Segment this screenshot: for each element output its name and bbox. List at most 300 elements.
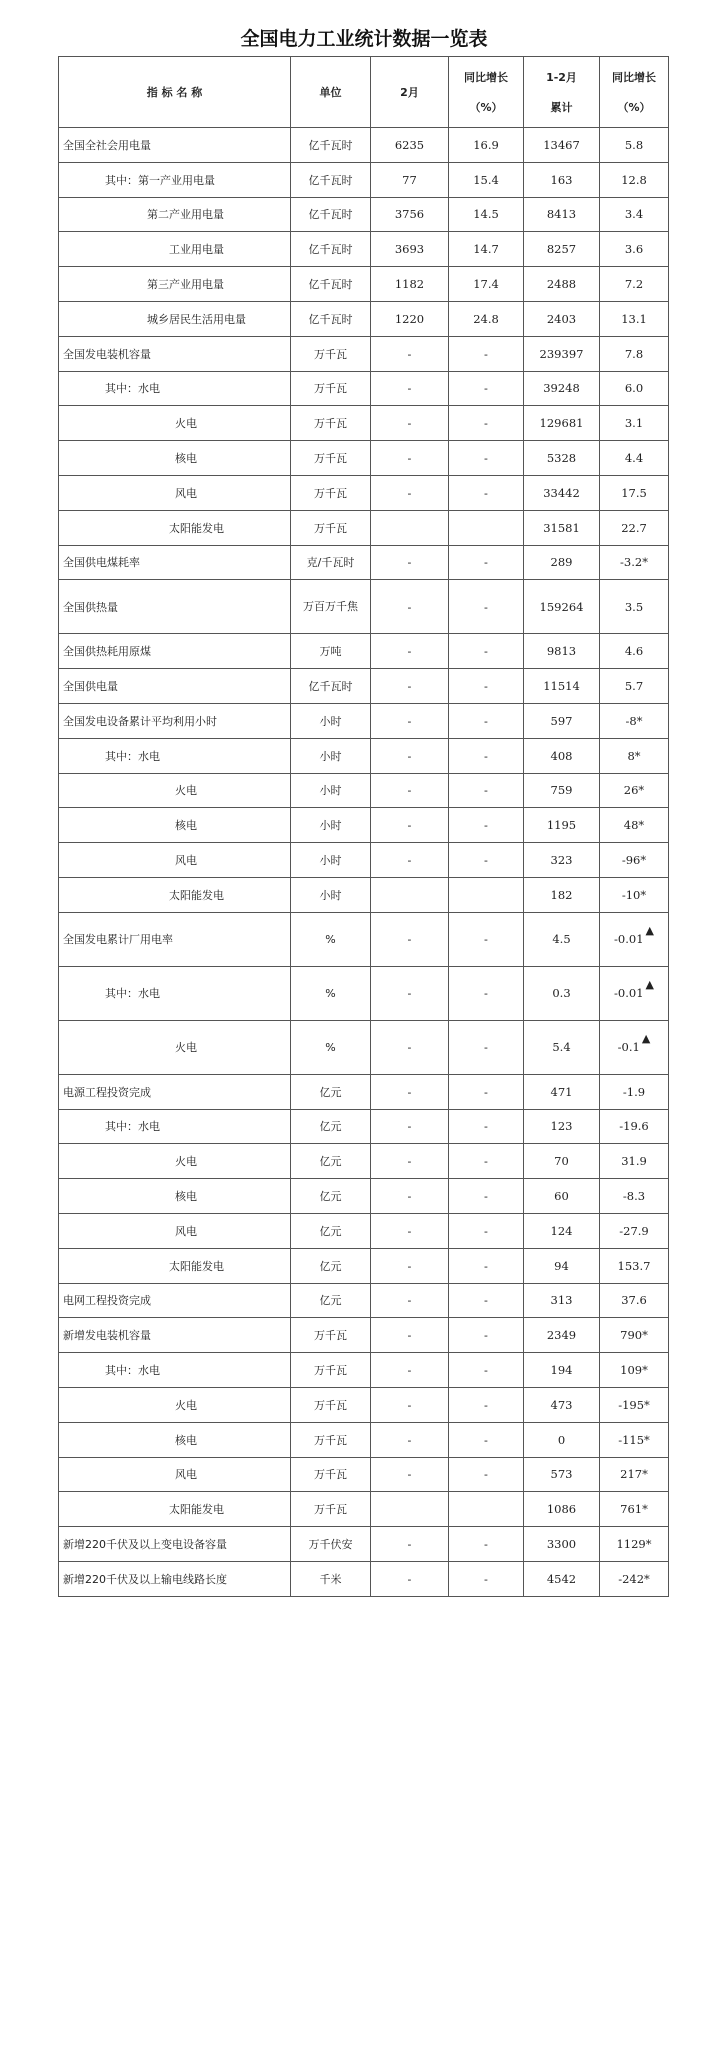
cumulative-value-text: 8413	[546, 207, 577, 222]
feb-yoy-cell	[449, 475, 524, 510]
cumulative-value-text: 9813	[546, 644, 577, 659]
unit-cell	[291, 301, 371, 336]
cumulative-value-text: 0	[557, 1432, 566, 1447]
cumulative-value-cell	[524, 1179, 600, 1214]
feb-value-text: -	[407, 485, 412, 500]
cumulative-yoy-cell	[600, 162, 669, 197]
cumulative-yoy-cell	[600, 1179, 669, 1214]
feb-value-cell	[371, 1561, 449, 1596]
indicator-name-text: 火电	[175, 784, 197, 798]
feb-value-text: -	[407, 381, 412, 396]
feb-value-text: 77	[402, 172, 417, 187]
header-yoy-feb-label: 同比增长	[464, 71, 508, 84]
table-row	[59, 912, 669, 966]
unit-text: 万千瓦	[314, 347, 347, 361]
cumulative-yoy-cell	[600, 1561, 669, 1596]
feb-value-text: -	[407, 783, 412, 798]
feb-value-text: 1220	[394, 311, 425, 326]
indicator-name-cell	[59, 877, 291, 912]
feb-value-text: -	[407, 853, 412, 868]
unit-text: 小时	[319, 749, 342, 763]
feb-yoy-cell	[449, 1422, 524, 1457]
cumulative-value-text: 182	[550, 887, 573, 902]
unit-cell	[291, 669, 371, 704]
feb-yoy-text: -	[484, 485, 488, 500]
feb-yoy-cell	[449, 1353, 524, 1388]
stats-table	[58, 56, 669, 1597]
cumulative-value-cell	[524, 1283, 600, 1318]
indicator-name-cell	[59, 634, 291, 669]
feb-value-cell	[371, 966, 449, 1020]
feb-yoy-cell	[449, 843, 524, 878]
feb-yoy-text: -	[484, 1467, 488, 1482]
feb-yoy-cell	[449, 545, 524, 580]
cumulative-yoy-cell	[600, 545, 669, 580]
indicator-name-cell	[59, 1074, 291, 1109]
indicator-name-cell	[59, 475, 291, 510]
cumulative-value-cell	[524, 371, 600, 406]
table-row	[59, 406, 669, 441]
header-yoy-cumulative-unit: （%）	[617, 101, 651, 114]
cumulative-yoy-text: -0.01	[614, 986, 644, 1001]
table-row	[59, 545, 669, 580]
cumulative-yoy-cell	[600, 128, 669, 163]
feb-value-cell	[371, 1179, 449, 1214]
unit-text: 万千瓦	[314, 382, 347, 396]
feb-value-cell	[371, 475, 449, 510]
feb-value-text: 3693	[394, 242, 425, 257]
unit-cell	[291, 162, 371, 197]
cumulative-value-text: 1195	[546, 818, 577, 833]
unit-text: 万千瓦	[314, 1398, 347, 1412]
cumulative-yoy-text: 22.7	[621, 520, 647, 535]
cumulative-value-text: 573	[550, 1467, 573, 1482]
unit-text: 亿千瓦时	[308, 312, 353, 326]
indicator-name-text: 全国发电设备累计平均利用小时	[63, 714, 217, 728]
cumulative-value-cell	[524, 1561, 600, 1596]
table-row	[59, 669, 669, 704]
cumulative-yoy-cell	[600, 1492, 669, 1527]
cumulative-yoy-cell	[600, 371, 669, 406]
cumulative-value-cell	[524, 843, 600, 878]
indicator-name-text: 全国发电装机容量	[63, 347, 151, 361]
unit-text: 亿元	[319, 1294, 342, 1308]
indicator-name-text: 核电	[175, 1433, 197, 1447]
unit-cell	[291, 197, 371, 232]
table-row	[59, 773, 669, 808]
feb-value-text: -	[407, 1397, 412, 1412]
indicator-name-text: 第三产业用电量	[147, 278, 224, 292]
indicator-name-text: 全国供热量	[63, 600, 118, 614]
feb-yoy-cell	[449, 634, 524, 669]
feb-value-text: -	[407, 1040, 412, 1055]
feb-value-text: -	[407, 1293, 412, 1308]
cumulative-yoy-text: 7.2	[624, 277, 644, 292]
feb-value-cell	[371, 1074, 449, 1109]
cumulative-value-text: 323	[550, 853, 573, 868]
cumulative-value-text: 163	[550, 172, 573, 187]
cumulative-yoy-text: -0.1	[617, 1040, 640, 1055]
indicator-name-text: 火电	[175, 417, 197, 431]
cumulative-yoy-cell	[600, 912, 669, 966]
feb-value-cell	[371, 197, 449, 232]
unit-text: 亿千瓦时	[308, 138, 353, 152]
cumulative-value-cell	[524, 1353, 600, 1388]
cumulative-value-cell	[524, 738, 600, 773]
table-row	[59, 966, 669, 1020]
feb-value-text: -	[407, 748, 412, 763]
table-row	[59, 1248, 669, 1283]
indicator-name-cell	[59, 197, 291, 232]
unit-text: 万千瓦	[314, 452, 347, 466]
cumulative-yoy-text: 109*	[620, 1363, 648, 1377]
indicator-name-cell	[59, 1283, 291, 1318]
cumulative-value-text: 759	[550, 783, 573, 798]
table-row	[59, 808, 669, 843]
cumulative-yoy-text: 3.4	[624, 207, 644, 222]
unit-cell	[291, 371, 371, 406]
feb-value-text: -	[407, 1084, 412, 1099]
feb-yoy-cell	[449, 877, 524, 912]
feb-value-cell	[371, 843, 449, 878]
feb-yoy-cell	[449, 703, 524, 738]
unit-text: 万千伏安	[308, 1537, 353, 1551]
feb-value-cell	[371, 580, 449, 634]
cumulative-yoy-cell	[600, 669, 669, 704]
feb-yoy-cell	[449, 441, 524, 476]
cumulative-yoy-cell	[600, 336, 669, 371]
unit-cell	[291, 773, 371, 808]
cumulative-value-text: 39248	[543, 381, 580, 396]
cumulative-yoy-text: 3.1	[624, 416, 644, 431]
unit-cell	[291, 232, 371, 267]
cumulative-value-text: 4.5	[552, 932, 571, 947]
feb-yoy-cell	[449, 1492, 524, 1527]
unit-text: 亿千瓦时	[308, 278, 353, 292]
unit-cell	[291, 1387, 371, 1422]
table-row	[59, 1109, 669, 1144]
feb-yoy-text: -	[484, 748, 488, 763]
unit-cell	[291, 634, 371, 669]
cumulative-yoy-text: 3.6	[624, 242, 644, 257]
feb-yoy-cell	[449, 912, 524, 966]
indicator-name-text: 风电	[175, 1224, 197, 1238]
table-row	[59, 1020, 669, 1074]
cumulative-value-cell	[524, 128, 600, 163]
cumulative-value-cell	[524, 966, 600, 1020]
indicator-name-text: 太阳能发电	[169, 888, 224, 902]
cumulative-yoy-text: 17.5	[621, 485, 647, 500]
indicator-name-cell	[59, 703, 291, 738]
unit-text: 万千瓦	[314, 521, 347, 535]
unit-text: 小时	[319, 819, 342, 833]
feb-value-text: -	[407, 644, 412, 659]
feb-value-text: -	[407, 1223, 412, 1238]
feb-yoy-text: -	[484, 381, 488, 396]
table-row	[59, 1318, 669, 1353]
cumulative-yoy-text: -195*	[618, 1397, 650, 1412]
cumulative-value-cell	[524, 267, 600, 302]
feb-yoy-text: -	[484, 1258, 488, 1273]
indicator-name-cell	[59, 510, 291, 545]
cumulative-yoy-text: 7.8	[624, 346, 644, 361]
feb-value-text: -	[407, 451, 412, 466]
cumulative-value-text: 1086	[546, 1502, 577, 1517]
feb-yoy-text: -	[484, 1363, 488, 1377]
cumulative-yoy-text: 26*	[623, 783, 645, 798]
cumulative-yoy-text: -8*	[625, 713, 643, 728]
table-row	[59, 877, 669, 912]
unit-text: 万百万千焦	[303, 599, 358, 613]
unit-text: %	[325, 986, 336, 1000]
cumulative-yoy-cell	[600, 1144, 669, 1179]
cumulative-yoy-text: -10*	[621, 887, 647, 902]
unit-text: 万千瓦	[314, 417, 347, 431]
cumulative-value-cell	[524, 1020, 600, 1074]
feb-yoy-cell	[449, 1213, 524, 1248]
feb-yoy-cell	[449, 1561, 524, 1596]
indicator-name-text: 太阳能发电	[169, 1503, 224, 1517]
cumulative-yoy-cell	[600, 1020, 669, 1074]
feb-yoy-cell	[449, 406, 524, 441]
indicator-name-cell	[59, 738, 291, 773]
unit-cell	[291, 441, 371, 476]
cumulative-value-text: 0.3	[552, 986, 571, 1001]
unit-cell	[291, 406, 371, 441]
feb-yoy-text: -	[484, 1154, 488, 1169]
indicator-name-text: 新增220千伏及以上输电线路长度	[63, 1572, 227, 1586]
cumulative-value-text: 289	[550, 555, 573, 570]
cumulative-value-cell	[524, 1457, 600, 1492]
table-row	[59, 1457, 669, 1492]
cumulative-value-text: 473	[550, 1397, 573, 1412]
unit-cell	[291, 966, 371, 1020]
cumulative-yoy-text: 3.5	[624, 599, 644, 614]
indicator-name-cell	[59, 1527, 291, 1562]
header-row	[59, 57, 669, 128]
unit-text: 小时	[319, 888, 342, 902]
unit-cell	[291, 877, 371, 912]
indicator-name-text: 其中：水电	[105, 1364, 160, 1377]
feb-yoy-text: -	[484, 1536, 488, 1551]
feb-value-cell	[371, 669, 449, 704]
cumulative-yoy-cell	[600, 580, 669, 634]
cumulative-value-text: 13467	[543, 137, 580, 152]
header-feb: 2月	[371, 57, 449, 128]
table-row	[59, 634, 669, 669]
cumulative-value-text: 159264	[539, 599, 584, 614]
cumulative-value-text: 471	[550, 1084, 573, 1099]
unit-text: 亿元	[319, 1120, 342, 1134]
unit-text: 万千瓦	[314, 1503, 347, 1517]
unit-cell	[291, 1248, 371, 1283]
indicator-name-text: 其中：水电	[105, 749, 160, 763]
unit-cell	[291, 1213, 371, 1248]
cumulative-yoy-cell	[600, 232, 669, 267]
cumulative-value-text: 5328	[546, 451, 577, 466]
feb-value-cell	[371, 1492, 449, 1527]
feb-value-cell	[371, 1353, 449, 1388]
unit-text: 万千瓦	[314, 486, 347, 500]
cumulative-yoy-text: -8.3	[622, 1189, 646, 1204]
cumulative-value-cell	[524, 545, 600, 580]
cumulative-value-text: 8257	[546, 242, 577, 257]
feb-yoy-cell	[449, 128, 524, 163]
feb-value-cell	[371, 1457, 449, 1492]
feb-yoy-text: 14.5	[473, 207, 499, 222]
unit-text: %	[325, 1040, 336, 1054]
unit-text: 小时	[319, 714, 342, 728]
unit-text: 亿千瓦时	[308, 680, 353, 694]
cumulative-value-text: 2349	[546, 1328, 577, 1343]
cumulative-yoy-text: 8*	[627, 748, 641, 763]
feb-yoy-text: -	[484, 1397, 488, 1412]
cumulative-yoy-cell	[600, 1527, 669, 1562]
indicator-name-text: 新增220千伏及以上变电设备容量	[63, 1537, 227, 1551]
cumulative-yoy-text: -3.2*	[620, 555, 648, 570]
feb-yoy-cell	[449, 669, 524, 704]
feb-value-text: -	[407, 416, 412, 431]
feb-value-text: -	[407, 1467, 412, 1482]
feb-value-cell	[371, 406, 449, 441]
indicator-name-cell	[59, 1248, 291, 1283]
feb-value-cell	[371, 162, 449, 197]
feb-yoy-cell	[449, 1283, 524, 1318]
cumulative-yoy-text: 6.0	[624, 381, 644, 396]
indicator-name-text: 太阳能发电	[169, 521, 224, 535]
feb-yoy-cell	[449, 162, 524, 197]
table-row	[59, 1561, 669, 1596]
feb-yoy-text: -	[484, 932, 488, 947]
cumulative-yoy-text: 5.8	[624, 137, 644, 152]
feb-value-cell	[371, 545, 449, 580]
unit-cell	[291, 545, 371, 580]
cumulative-yoy-cell	[600, 703, 669, 738]
table-row	[59, 1353, 669, 1388]
cumulative-yoy-text: 31.9	[621, 1154, 647, 1169]
indicator-name-cell	[59, 406, 291, 441]
unit-cell	[291, 1074, 371, 1109]
feb-value-cell	[371, 267, 449, 302]
table-row	[59, 336, 669, 371]
cumulative-yoy-cell	[600, 1422, 669, 1457]
unit-text: 克/千瓦时	[306, 556, 355, 570]
cumulative-yoy-cell	[600, 808, 669, 843]
cumulative-yoy-text: -115*	[618, 1432, 650, 1447]
feb-yoy-text: 17.4	[473, 277, 499, 292]
unit-cell	[291, 843, 371, 878]
feb-value-text: 1182	[394, 277, 425, 292]
indicator-name-text: 核电	[175, 1190, 197, 1204]
cumulative-value-cell	[524, 475, 600, 510]
feb-yoy-cell	[449, 371, 524, 406]
unit-text: 亿元	[319, 1190, 342, 1204]
feb-yoy-text: 15.4	[473, 172, 499, 187]
table-row	[59, 162, 669, 197]
indicator-name-text: 其中：水电	[105, 1120, 160, 1134]
feb-value-cell	[371, 773, 449, 808]
feb-value-text: -	[407, 986, 412, 1001]
cumulative-value-cell	[524, 808, 600, 843]
feb-value-text: -	[407, 818, 412, 833]
feb-yoy-text: -	[484, 1223, 488, 1238]
table-row	[59, 738, 669, 773]
feb-yoy-text: -	[484, 1119, 488, 1134]
unit-cell	[291, 510, 371, 545]
unit-text: 亿千瓦时	[308, 243, 353, 257]
unit-cell	[291, 1144, 371, 1179]
feb-yoy-cell	[449, 1109, 524, 1144]
cumulative-yoy-text: 761*	[620, 1502, 648, 1517]
cumulative-yoy-cell	[600, 1074, 669, 1109]
cumulative-value-cell	[524, 580, 600, 634]
unit-cell	[291, 580, 371, 634]
feb-value-cell	[371, 1387, 449, 1422]
feb-yoy-text: -	[484, 713, 488, 728]
cumulative-yoy-cell	[600, 773, 669, 808]
unit-text: 万千瓦	[314, 1468, 347, 1482]
feb-yoy-text: -	[484, 783, 488, 798]
feb-value-cell	[371, 1144, 449, 1179]
cumulative-value-cell	[524, 406, 600, 441]
feb-value-cell	[371, 371, 449, 406]
header-indicator: 指 标 名 称	[59, 57, 291, 128]
cumulative-yoy-cell	[600, 475, 669, 510]
feb-yoy-cell	[449, 1074, 524, 1109]
feb-yoy-text: 16.9	[473, 137, 499, 152]
indicator-name-text: 全国供电量	[63, 680, 118, 694]
indicator-name-text: 风电	[175, 854, 197, 868]
indicator-name-cell	[59, 1457, 291, 1492]
table-row	[59, 232, 669, 267]
feb-value-cell	[371, 1020, 449, 1074]
cumulative-value-text: 4542	[546, 1571, 577, 1586]
indicator-name-cell	[59, 1020, 291, 1074]
unit-text: 亿千瓦时	[308, 173, 353, 187]
feb-value-cell	[371, 1109, 449, 1144]
indicator-name-cell	[59, 1387, 291, 1422]
cumulative-value-cell	[524, 634, 600, 669]
unit-text: %	[325, 932, 336, 946]
feb-value-text: -	[407, 599, 412, 614]
indicator-name-text: 其中：水电	[105, 987, 160, 1001]
unit-text: 亿元	[319, 1224, 342, 1238]
cumulative-value-cell	[524, 1074, 600, 1109]
indicator-name-text: 电网工程投资完成	[63, 1294, 151, 1308]
cumulative-yoy-cell	[600, 966, 669, 1020]
indicator-name-text: 火电	[175, 1398, 197, 1412]
unit-cell	[291, 1492, 371, 1527]
feb-value-cell	[371, 510, 449, 545]
cumulative-value-text: 3300	[546, 1536, 577, 1551]
cumulative-yoy-text: 37.6	[621, 1293, 647, 1308]
unit-text: 亿千瓦时	[308, 208, 353, 222]
feb-yoy-text: -	[484, 1189, 488, 1204]
unit-cell	[291, 475, 371, 510]
cumulative-yoy-cell	[600, 1387, 669, 1422]
indicator-name-text: 火电	[175, 1041, 197, 1055]
cumulative-value-cell	[524, 510, 600, 545]
indicator-name-text: 其中：第一产业用电量	[105, 173, 215, 187]
indicator-name-text: 第二产业用电量	[147, 208, 224, 222]
indicator-name-text: 其中：水电	[105, 382, 160, 396]
table-row	[59, 1422, 669, 1457]
feb-value-text: -	[407, 713, 412, 728]
cumulative-yoy-cell	[600, 267, 669, 302]
cumulative-value-cell	[524, 669, 600, 704]
cumulative-yoy-cell	[600, 441, 669, 476]
feb-value-cell	[371, 336, 449, 371]
